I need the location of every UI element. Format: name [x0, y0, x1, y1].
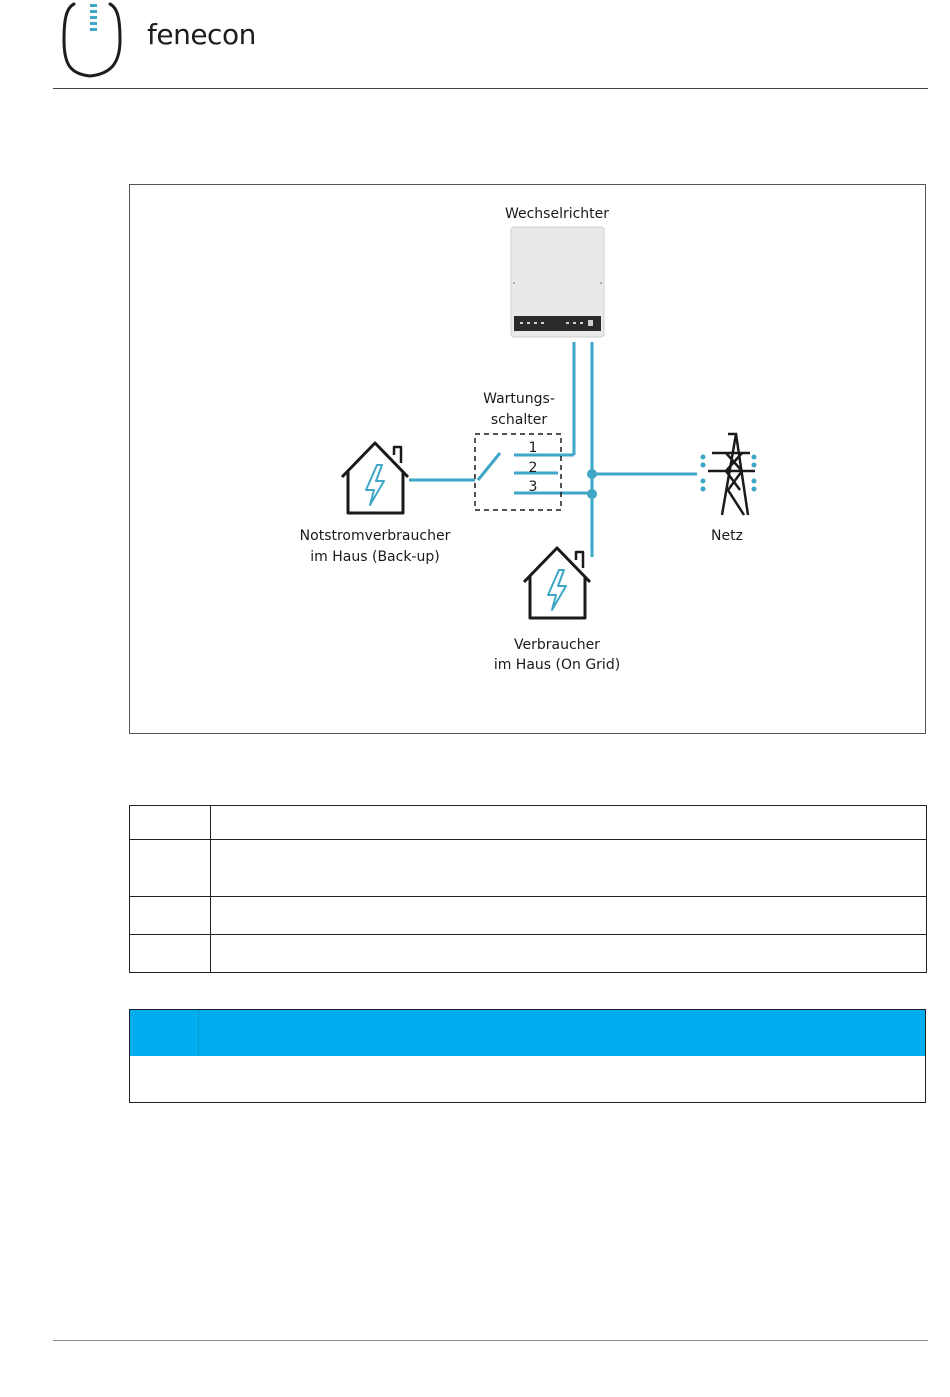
- note-header: [130, 1010, 925, 1056]
- legend-table: [129, 805, 927, 973]
- ongrid-consumers-label-line1: Verbraucher: [514, 637, 600, 653]
- header-divider: [53, 88, 928, 89]
- table-row: [130, 806, 927, 840]
- switch-label-line2: schalter: [490, 412, 548, 428]
- table-cell-value: [211, 840, 927, 897]
- backup-consumers-label-line1: Notstromverbraucher: [299, 528, 451, 544]
- inverter-icon: [511, 227, 604, 337]
- table-row: [130, 897, 927, 935]
- wiring-diagram: [130, 185, 927, 735]
- fenecon-logo-icon: [60, 0, 130, 82]
- table-row: [130, 840, 927, 897]
- note-box: [129, 1009, 926, 1103]
- table-cell-key: [130, 935, 211, 973]
- switch-label-line1: Wartungs-: [483, 391, 555, 407]
- table-cell-key: [130, 897, 211, 935]
- brand-name: fenecon: [147, 18, 256, 51]
- note-icon-cell: [130, 1010, 199, 1056]
- junction-dot: [587, 469, 597, 479]
- wiring-lines: [409, 342, 697, 557]
- backup-house-icon: [342, 443, 408, 513]
- backup-consumers-label-line2: im Haus (Back-up): [310, 549, 440, 565]
- table-cell-value: [211, 935, 927, 973]
- switch-position-3: 3: [528, 479, 538, 495]
- note-text: [130, 1056, 925, 1102]
- grid-pylon-icon: [708, 434, 755, 515]
- grid-label: Netz: [711, 528, 743, 544]
- ongrid-consumers-label-line2: im Haus (On Grid): [493, 657, 621, 673]
- ongrid-house-icon: [524, 548, 590, 618]
- table-row: [130, 935, 927, 973]
- switch-position-2: 2: [528, 460, 538, 476]
- inverter-label: Wechselrichter: [504, 206, 610, 222]
- footer-divider: [53, 1340, 928, 1341]
- junction-dot: [587, 489, 597, 499]
- table-cell-key: [130, 806, 211, 840]
- wiring-diagram-figure: [129, 184, 926, 734]
- table-cell-value: [211, 806, 927, 840]
- table-cell-value: [211, 897, 927, 935]
- table-cell-key: [130, 840, 211, 897]
- switch-position-1: 1: [528, 440, 538, 456]
